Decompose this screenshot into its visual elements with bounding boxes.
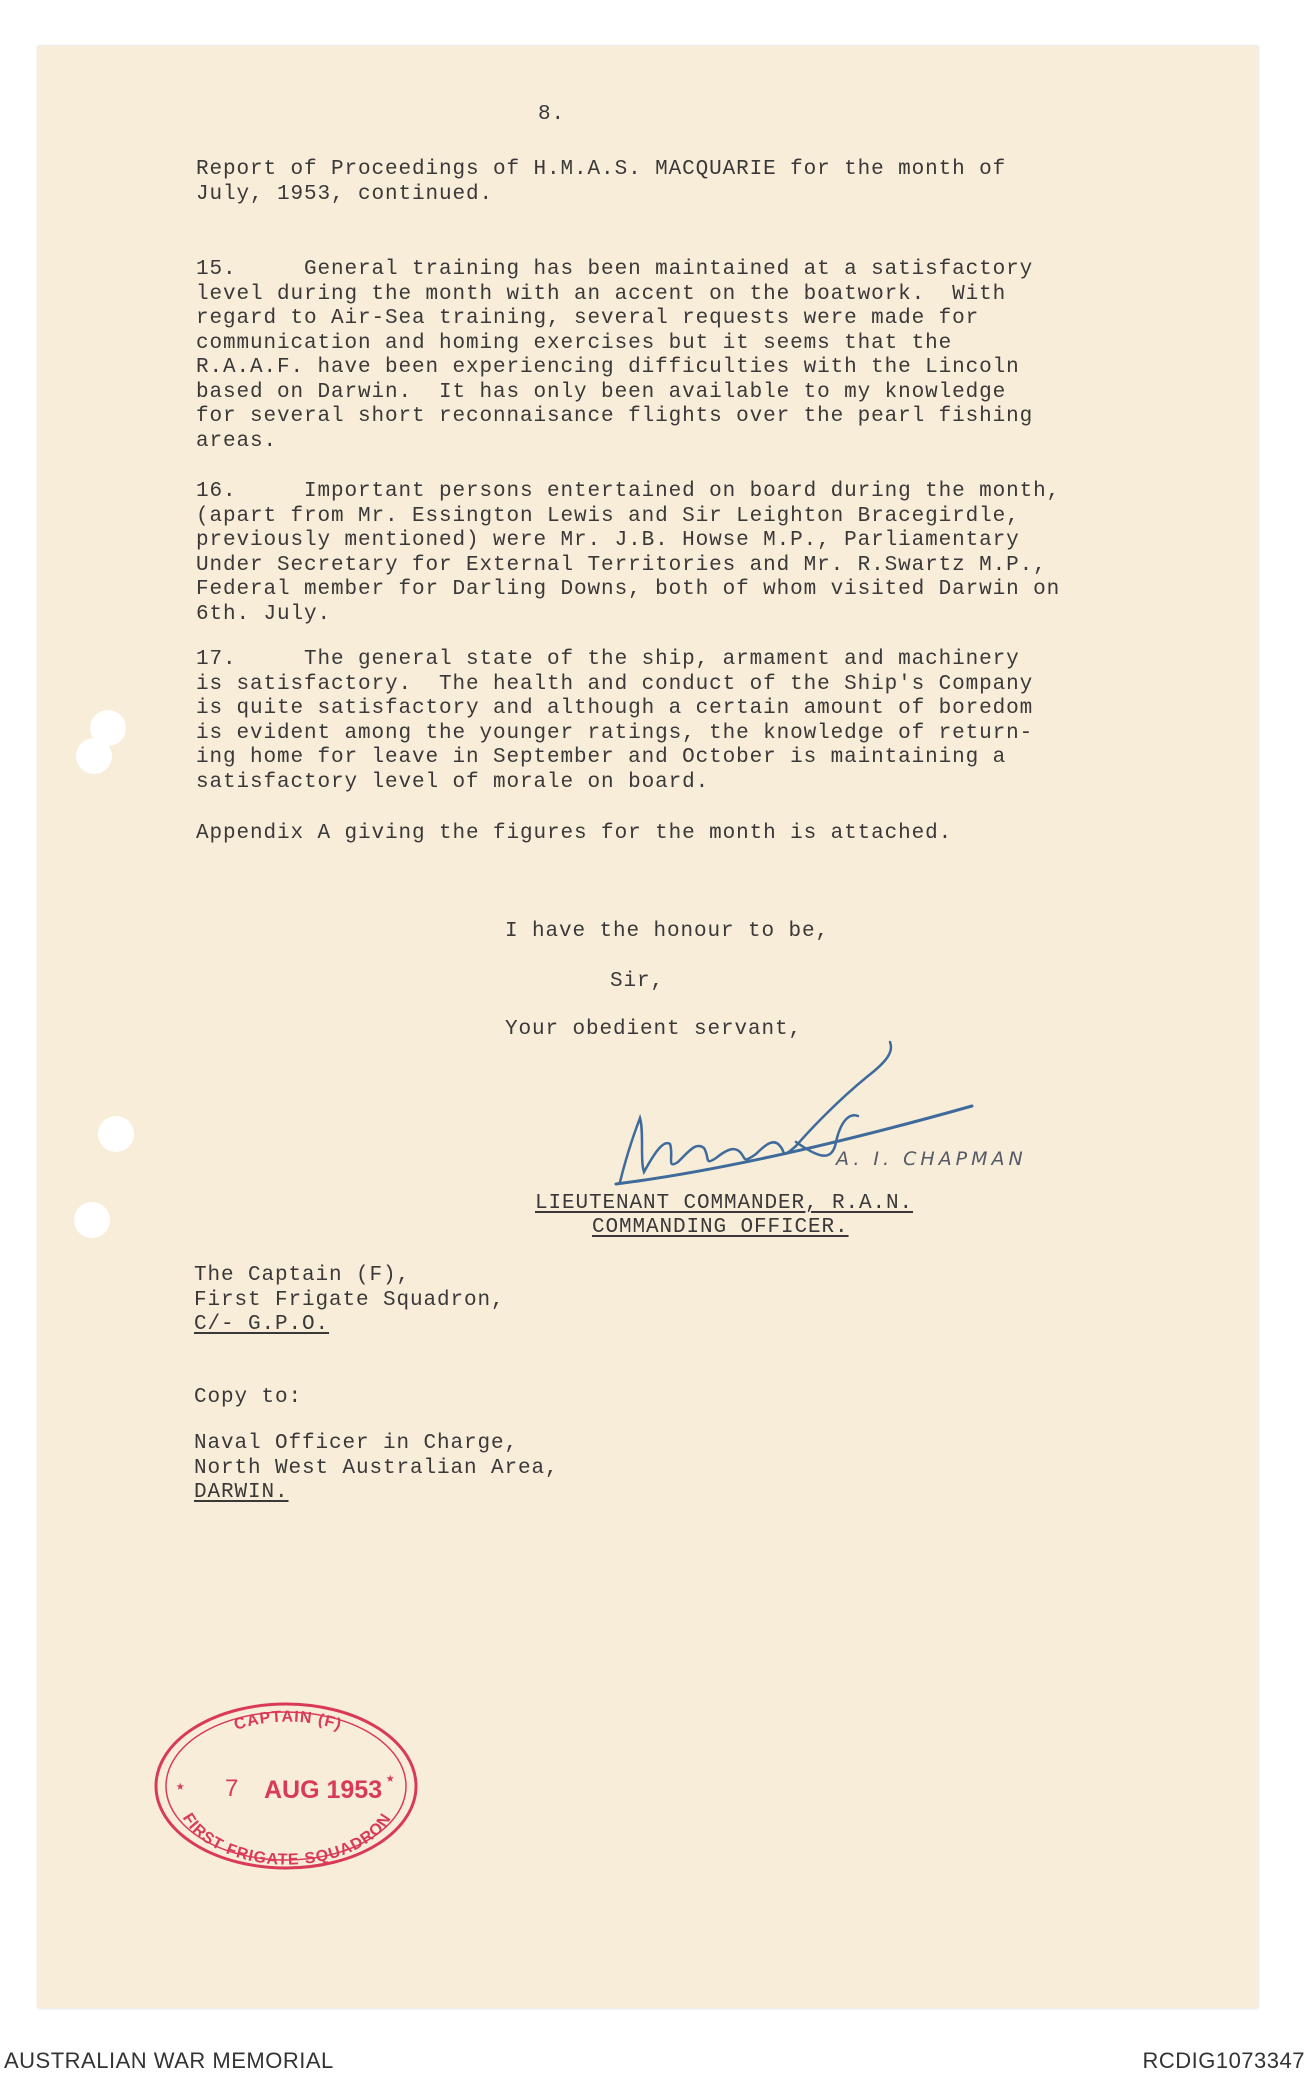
copy-to-label: Copy to: [194, 1386, 303, 1409]
closing-sir: Sir, [610, 970, 665, 993]
stamp-star-icon: ★ [386, 1770, 395, 1786]
stamp-date: AUG 1953 [264, 1776, 383, 1804]
stamp-day: 7 [225, 1775, 239, 1802]
paragraph-16: 16. Important persons entertained on board during the month, (apart from Mr. Essington Lewis and Sir Leighton Bracegirdle, previously mentioned) were Mr. J.B. Howse M.P., Parliamentary Under Secretary for External Territories and Mr. R.Swartz M.P., Federal member for Darling Downs, both of whom visited Darwin on 6th. July. [196, 480, 1061, 626]
closing-servant: Your obedient servant, [505, 1018, 803, 1041]
punch-hole [74, 1202, 110, 1238]
footer-id: RCDIG1073347 [1142, 2048, 1305, 2073]
punch-hole [98, 1116, 134, 1152]
paragraph-15: 15. General training has been maintained at a satisfactory level during the month with an accent on the boatwork. With regard to Air-Sea training, several requests were made for communication and homing exercises but it seems that the R.A.A.F. have been experiencing difficulties with the Lincoln based on Darwin. It has only been available to my knowledge for several short reconnaisance flights over the pearl fishing areas. [196, 258, 1034, 453]
date-stamp [140, 1690, 430, 1880]
page-number: 8. [538, 103, 566, 126]
closing-honour: I have the honour to be, [505, 920, 830, 943]
handwritten-name: A. I. CHAPMAN [836, 1148, 1027, 1170]
stamp-bottom-text: FIRST FRIGATE SQUADRON [179, 1810, 395, 1869]
appendix-line: Appendix A giving the figures for the month is attached. [196, 822, 953, 845]
stamp-star-icon: ★ [176, 1778, 185, 1794]
punch-hole [76, 738, 112, 774]
signatory-rank: LIEUTENANT COMMANDER, R.A.N. [535, 1192, 914, 1215]
addressee-block: The Captain (F), First Frigate Squadron, C/- G.P.O. [194, 1264, 505, 1336]
signature [600, 1032, 990, 1202]
signatory-title: COMMANDING OFFICER. [592, 1216, 849, 1239]
svg-text:FIRST FRIGATE SQUADRON [179, 1810, 395, 1868]
footer-source: AUSTRALIAN WAR MEMORIAL [4, 2048, 334, 2073]
stamp-top-text: CAPTAIN (F) [232, 1708, 345, 1734]
svg-text:CAPTAIN (F) [232, 1709, 344, 1734]
copy-to-block: Naval Officer in Charge, North West Australian Area, DARWIN. [194, 1432, 559, 1504]
report-title: Report of Proceedings of H.M.A.S. MACQUARIE for the month of July, 1953, continued. [196, 158, 1007, 206]
paragraph-17: 17. The general state of the ship, armament and machinery is satisfactory. The health and conduct of the Ship's Company is quite satisfactory and although a certain amount of boredom is evident among the younger ratings, the knowledge of return- ing home for leave in September and October is maintaining a satisfactory level of morale on board. [196, 648, 1034, 794]
